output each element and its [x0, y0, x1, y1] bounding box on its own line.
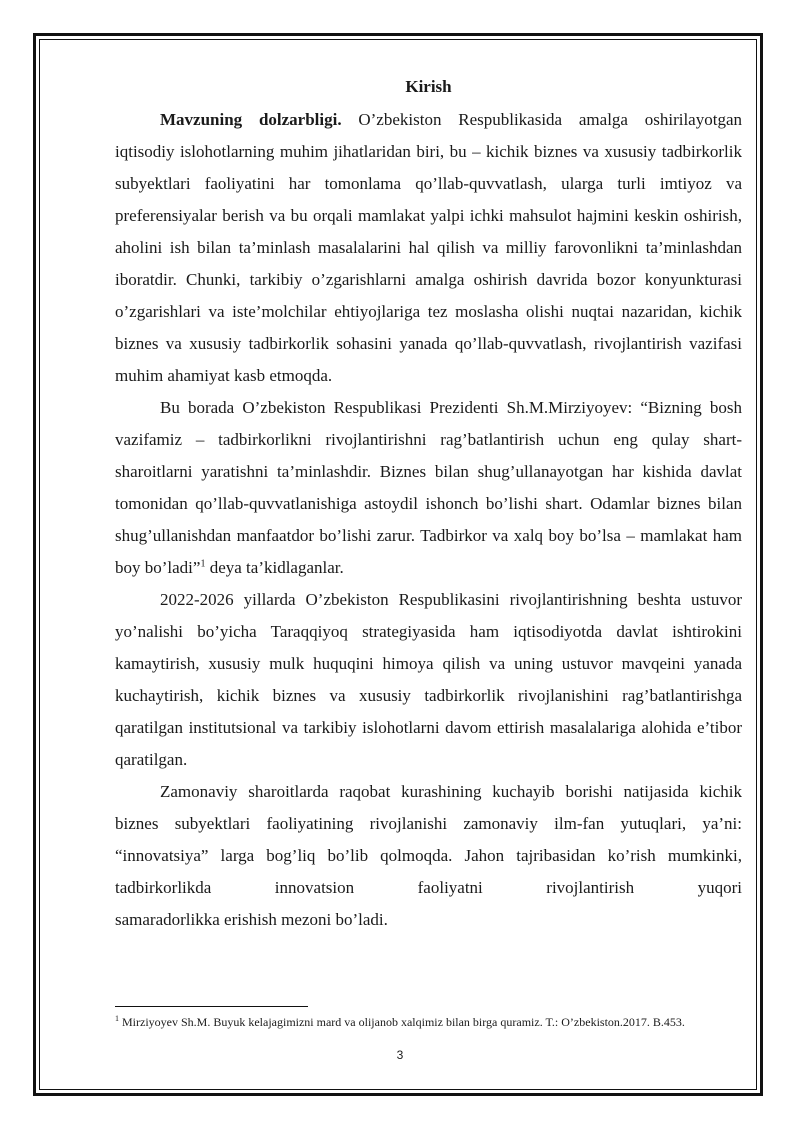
footnote-reference[interactable]: 1 — [200, 558, 206, 570]
paragraph-text: Zamonaviy sharoitlarda raqobat kurashining kuchayib borishi natijasida kichik biznes subyektlari faoliyatining rivojlanishi zamonaviy ilm-fan yutuqlari, ya’ni: “innovatsiya” larga bog’liq bo’lib qolmoqda. Jahon tajribasidan ko’rish mumkinki, tadbirkorlikda innovatsion faoliyatni rivojlantirish yuqori — [115, 782, 742, 897]
page-number: 3 — [396, 1048, 404, 1062]
paragraph-lead: Mavzuning dolzarbligi. — [160, 110, 342, 129]
paragraph-text: samaradorlikka erishish mezoni bo’ladi. — [115, 910, 388, 929]
paragraph-text: deya ta’kidlaganlar. — [205, 558, 344, 577]
paragraph-relevance — [115, 104, 742, 392]
paragraph-text: O’zbekiston Respublikasida amalga oshirilayotgan iqtisodiy islohotlarning muhim jihatlaridan biri, bu – kichik biznes va xususiy tadbirkorlik subyektlari faoliyatini har tomonlama qo’llab-quvvatlash, ularga turli imtiyoz va preferensiyalar berish va bu orqali mamlakat yalpi ichki mahsulot hajmini keskin oshirish, aholini ish bilan ta’minlash masalalarini hal qilish va milliy farovonlikni ta’minlashdan iboratdir. Chunki, tarkibiy o’zgarishlarni amalga oshirish davrida bozor konyunkturasi o’zgarishlari va iste’molchilar ehtiyojlariga tez moslasha olishi nuqtai nazaridan, kichik biznes va xususiy tadbirkorlik sohasini yanada qo’llab-quvvatlash, rivojlantirish vazifasi muhim ahamiyat kasb etmoqda. — [115, 110, 742, 385]
footnote-separator — [115, 1006, 308, 1007]
section-heading: Kirish — [405, 77, 452, 96]
paragraph-innovation-end — [115, 904, 742, 936]
paragraph-text: 2022-2026 yillarda O’zbekiston Respublikasini rivojlantirishning beshta ustuvor yo’nalishi bo’yicha Taraqqiyoq strategiyasida ham iqtisodiyotda davlat ishtirokini kamaytirish, xususiy mulk huquqini himoya qilish va uning ustuvor mavqeini yanada kuchaytirish, kichik biznes va xususiy tadbirkorlik rivojlanishini rag’batlantirishga qaratilgan institutsional va tarkibiy islohotlarni davom ettirish masalalariga alohida e’tibor qaratilgan. — [115, 590, 742, 769]
paragraph-strategy — [115, 584, 742, 776]
paragraph-innovation — [115, 776, 742, 904]
document-body — [115, 76, 742, 936]
paragraph-president-quote — [115, 392, 742, 584]
paragraph-text: Bu borada O’zbekiston Respublikasi Prezidenti Sh.M.Mirziyoyev: “Bizning bosh vazifamiz – tadbirkorlikni rivojlantirishni rag’batlantirish uchun eng qulay shart-sharoitlarni yaratishni ta’minlashdir. Biznes bilan shug’ullanayotgan har kishida davlat tomonidan qo’llab-quvvatlanishiga astoydil ishonch bo’lishi shart. Odamlar biznes bilan shug’ullanishdan manfaatdor bo’lishi zarur. Tadbirkor va xalq boy bo’lsa – mamlakat ham boy bo’ladi” — [115, 398, 742, 577]
footnote-text: Mirziyoyev Sh.M. Buyuk kelajagimizni mard va olijanob xalqimiz bilan birga quramiz. T.: O’zbekiston.2017. B.453. — [119, 1015, 685, 1029]
footnote-marker: 1 — [115, 1014, 119, 1023]
footnote — [115, 1014, 730, 1030]
